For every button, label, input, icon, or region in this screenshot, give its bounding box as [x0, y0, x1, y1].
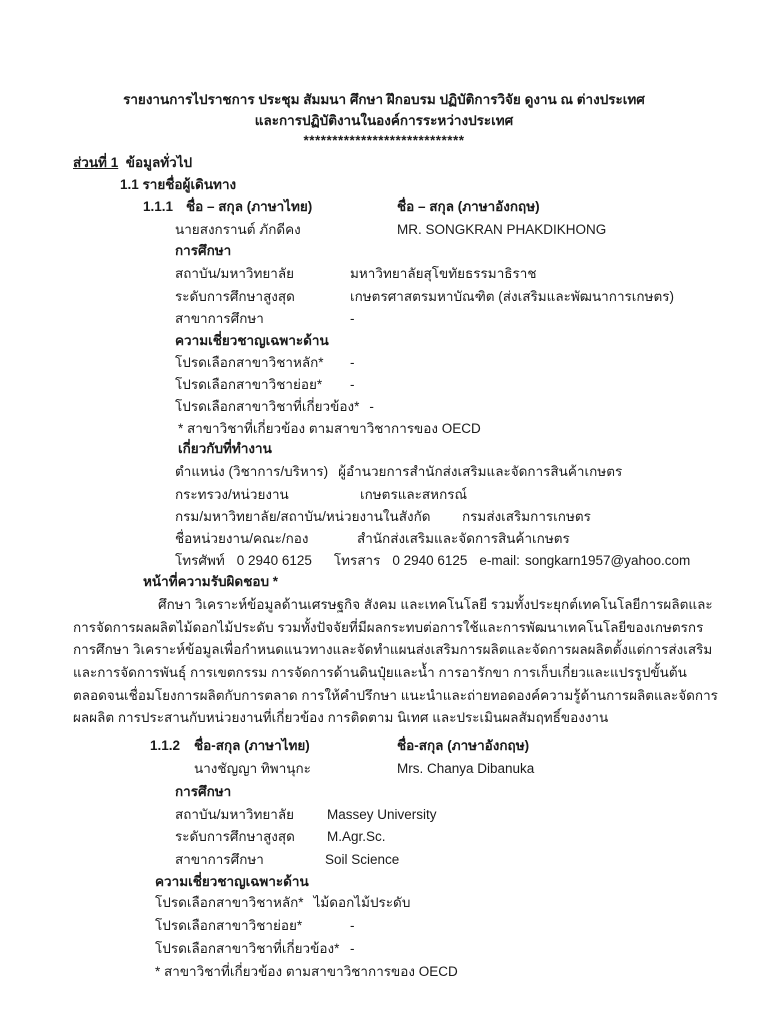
education-label: ระดับการศึกษาสูงสุด [175, 289, 295, 304]
section-heading [73, 153, 192, 173]
expertise-note: * สาขาวิชาที่เกี่ยวข้อง ตามสาขาวิชาการของ OECD [155, 964, 458, 979]
report-title-line2: และการปฏิบัติงานในองค์การระหว่างประเทศ [254, 113, 514, 128]
education-value: - [350, 311, 355, 326]
person1-name-th-header: ชื่อ – สกุล (ภาษาไทย) [186, 199, 313, 214]
education-value: เกษตรศาสตรมหาบัณฑิต (ส่งเสริมและพัฒนาการเกษตร) [350, 289, 674, 304]
work-label: ชื่อหน่วยงาน/คณะ/กอง [175, 531, 309, 546]
work-row [175, 485, 467, 505]
education-label: สาขาการศึกษา [175, 852, 264, 867]
person1-name-th: นายสงกรานต์ ภักดีคง [175, 222, 301, 237]
email-value[interactable]: songkarn1957@yahoo.com [524, 553, 691, 568]
education-row [175, 264, 537, 284]
phone-label: โทรศัพท์ [175, 553, 225, 568]
expertise-value: - [369, 399, 374, 414]
person2-header-row [150, 736, 529, 756]
section-label: ส่วนที่ 1 [73, 155, 119, 170]
expertise-value: - [350, 941, 355, 956]
education-row [175, 309, 355, 329]
expertise-label: โปรดเลือกสาขาวิชาหลัก* [155, 895, 304, 910]
person2-name-row [194, 759, 534, 779]
expertise-value: - [350, 918, 355, 933]
expertise-row [155, 939, 355, 959]
duties-header: หน้าที่ความรับผิดชอบ * [143, 574, 279, 589]
report-title-line1: รายงานการไปราชการ ประชุม สัมมนา ศึกษา ฝึกอบรม ปฏิบัติการวิจัย ดูงาน ณ ต่างประเทศ [123, 92, 645, 107]
education-label: สถาบัน/มหาวิทยาลัย [175, 266, 295, 281]
phone-value: 0 2940 6125 [236, 553, 312, 568]
title-separator: **************************** [303, 133, 465, 148]
work-label: กรม/มหาวิทยาลัย/สถาบัน/หน่วยงานในสังกัด [175, 509, 431, 524]
work-row [175, 462, 622, 482]
work-label: กระทรวง/หน่วยงาน [175, 487, 289, 502]
subsection-heading: 1.1 รายชื่อผู้เดินทาง [120, 177, 237, 192]
person1-name-en: MR. SONGKRAN PHAKDIKHONG [397, 222, 607, 237]
education-label: สถาบัน/มหาวิทยาลัย [175, 807, 295, 822]
work-row [175, 529, 570, 549]
person2-number: 1.1.2 [150, 738, 181, 753]
person1-name-en-header: ชื่อ – สกุล (ภาษาอังกฤษ) [397, 199, 540, 214]
duties-line: และการจัดการพันธุ์ การเขตกรรม การจัดการด้านดินปุ๋ยและน้ำ การอารักขา การเก็บเกี่ยวและแปรรูปขั้นต้น [73, 665, 687, 680]
expertise-label: โปรดเลือกสาขาวิชาที่เกี่ยวข้อง* [155, 941, 340, 956]
fax-value: 0 2940 6125 [392, 553, 468, 568]
education-row [175, 827, 386, 847]
education-label: ระดับการศึกษาสูงสุด [175, 829, 295, 844]
work-value: กรมส่งเสริมการเกษตร [462, 509, 591, 524]
expertise-row [175, 397, 374, 417]
expertise-row [155, 916, 355, 936]
expertise-value: - [350, 377, 355, 392]
work-label: ตำแหน่ง (วิชาการ/บริหาร) [175, 464, 329, 479]
expertise-label: โปรดเลือกสาขาวิชาย่อย* [155, 918, 303, 933]
expertise-note: * สาขาวิชาที่เกี่ยวข้อง ตามสาขาวิชาการของ OECD [178, 421, 481, 436]
person2-name-en: Mrs. Chanya Dibanuka [397, 761, 535, 776]
person2-expertise-header: ความเชี่ยวชาญเฉพาะด้าน [155, 874, 309, 889]
expertise-row [155, 893, 410, 913]
person1-expertise-header: ความเชี่ยวชาญเฉพาะด้าน [175, 333, 329, 348]
education-label: สาขาการศึกษา [175, 311, 264, 326]
duties-line: ศึกษา วิเคราะห์ข้อมูลด้านเศรษฐกิจ สังคม และเทคโนโลยี รวมทั้งประยุกต์เทคโนโลยีการผลิตและ [158, 597, 713, 612]
education-value: Soil Science [325, 852, 400, 867]
person2-name-th-header: ชื่อ-สกุล (ภาษาไทย) [194, 738, 310, 753]
education-value: M.Agr.Sc. [327, 829, 386, 844]
person1-number: 1.1.1 [143, 199, 174, 214]
person2-name-th: นางชัญญา ทิพานุกะ [194, 761, 311, 776]
expertise-value: ไม้ดอกไม้ประดับ [313, 895, 411, 910]
education-row [175, 287, 674, 307]
email-label: e-mail: [479, 553, 520, 568]
contact-row [175, 551, 690, 571]
expertise-label: โปรดเลือกสาขาวิชาหลัก* [175, 355, 324, 370]
duties-line: การจัดการผลผลิตไม้ดอกไม้ประดับ รวมทั้งปัจจัยที่มีผลกระทบต่อการใช้และการพัฒนาเทคโนโลยีของเกษตรกร [73, 620, 704, 635]
expertise-row [175, 375, 355, 395]
education-row [175, 805, 437, 825]
expertise-row [175, 353, 355, 373]
person1-education-header: การศึกษา [175, 243, 232, 258]
person1-header-row [143, 197, 540, 217]
person2-name-en-header: ชื่อ-สกุล (ภาษาอังกฤษ) [397, 738, 530, 753]
duties-line: ผลผลิต การประสานกับหน่วยงานที่เกี่ยวข้อง การติดตาม นิเทศ และประเมินผลสัมฤทธิ์ของงาน [73, 710, 609, 725]
work-row [175, 507, 591, 527]
education-value: Massey University [327, 807, 437, 822]
work-value: สำนักส่งเสริมและจัดการสินค้าเกษตร [357, 531, 570, 546]
fax-label: โทรสาร [333, 553, 381, 568]
person1-work-header: เกี่ยวกับที่ทำงาน [178, 441, 272, 456]
duties-line: ตลอดจนเชื่อมโยงการผลิตกับการตลาด การให้คำปรึกษา แนะนำและถ่ายทอดองค์ความรู้ด้านการผลิตและจัดการ [73, 688, 718, 703]
duties-line: การศึกษา วิเคราะห์ข้อมูลเพื่อกำหนดแนวทางและจัดทำแผนส่งเสริมการผลิตและจัดการผลผลิตตั้งแต่การส่งเสริม [73, 642, 713, 657]
expertise-label: โปรดเลือกสาขาวิชาย่อย* [175, 377, 323, 392]
work-value: ผู้อำนวยการสำนักส่งเสริมและจัดการสินค้าเกษตร [338, 464, 623, 479]
expertise-value: - [350, 355, 355, 370]
expertise-label: โปรดเลือกสาขาวิชาที่เกี่ยวข้อง* [175, 399, 360, 414]
person1-name-row [175, 220, 606, 240]
education-row [175, 850, 399, 870]
section-title: ข้อมูลทั่วไป [125, 155, 193, 170]
education-value: มหาวิทยาลัยสุโขทัยธรรมาธิราช [350, 266, 537, 281]
person2-education-header: การศึกษา [175, 784, 232, 799]
work-value: เกษตรและสหกรณ์ [360, 487, 468, 502]
